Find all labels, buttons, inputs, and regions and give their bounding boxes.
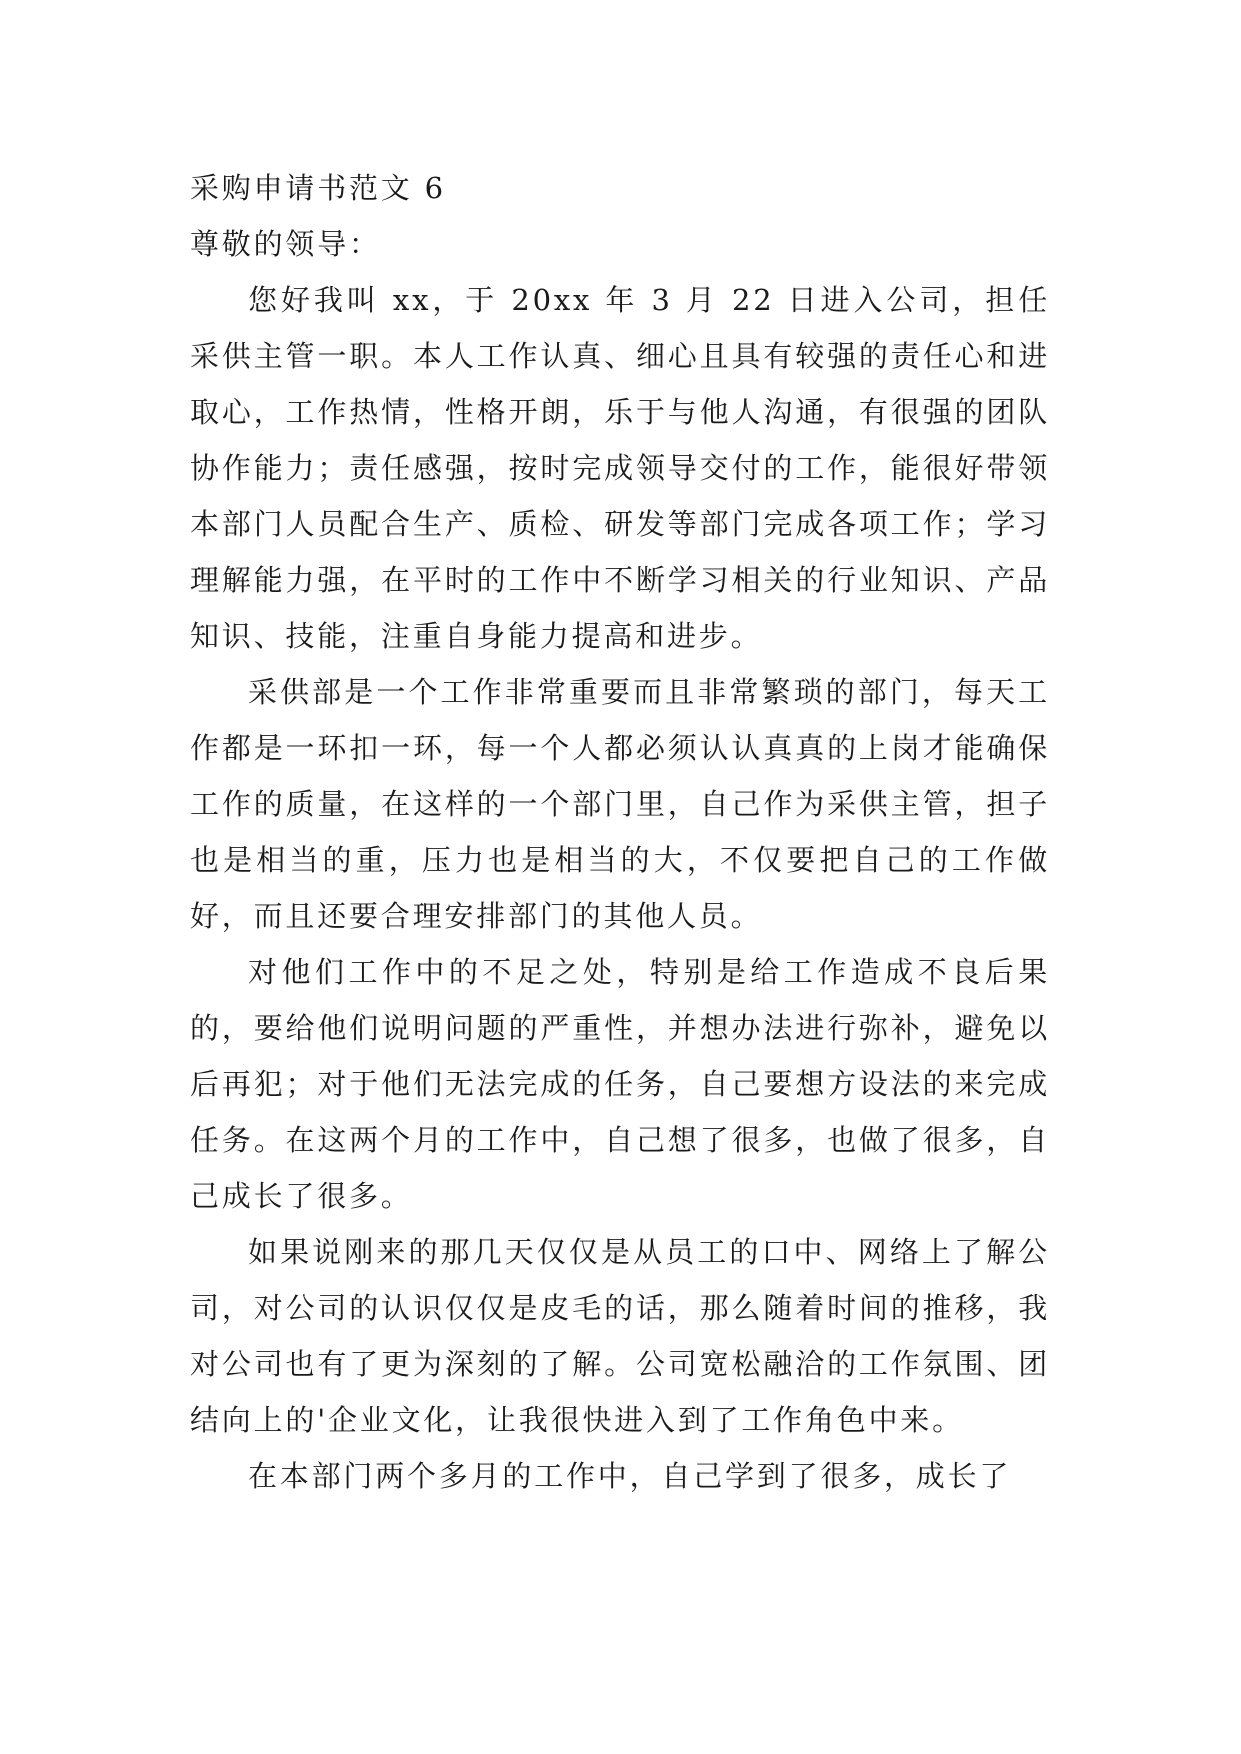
paragraph-2: 采供部是一个工作非常重要而且非常繁琐的部门，每天工作都是一环扣一环，每一个人都必须认认真真的上岗才能确保工作的质量，在这样的一个部门里，自己作为采供主管，担子也是相当的重，压力也是相当的大，不仅要把自己的工作做好，而且还要合理安排部门的其他人员。 xyxy=(190,675,1050,933)
paragraph-3: 对他们工作中的不足之处，特别是给工作造成不良后果的，要给他们说明问题的严重性，并想办法进行弥补，避免以后再犯；对于他们无法完成的任务，自己要想方设法的来完成任务。在这两个月的工作中，自己想了很多，也做了很多，自己成长了很多。 xyxy=(190,955,1050,1213)
paragraph-1: 您好我叫 xx，于 20xx 年 3 月 22 日进入公司，担任采供主管一职。本人工作认真、细心且具有较强的责任心和进取心，工作热情，性格开朗，乐于与他人沟通，有很强的团队协作能力；责任感强，按时完成领导交付的工作，能很好带领本部门人员配合生产、质检、研发等部门完成各项工作；学习理解能力强，在平时的工作中不断学习相关的行业知识、产品知识、技能，注重自身能力提高和进步。 xyxy=(190,283,1050,653)
salutation: 尊敬的领导： xyxy=(190,227,381,261)
paragraph-5: 在本部门两个多月的工作中，自己学到了很多，成长了 xyxy=(248,1459,1012,1493)
document-body xyxy=(190,160,1050,1504)
document-title: 采购申请书范文 6 xyxy=(190,171,446,205)
paragraph-4: 如果说刚来的那几天仅仅是从员工的口中、网络上了解公司，对公司的认识仅仅是皮毛的话，那么随着时间的推移，我对公司也有了更为深刻的了解。公司宽松融洽的工作氛围、团结向上的'企业文化，让我很快进入到了工作角色中来。 xyxy=(190,1235,1050,1437)
